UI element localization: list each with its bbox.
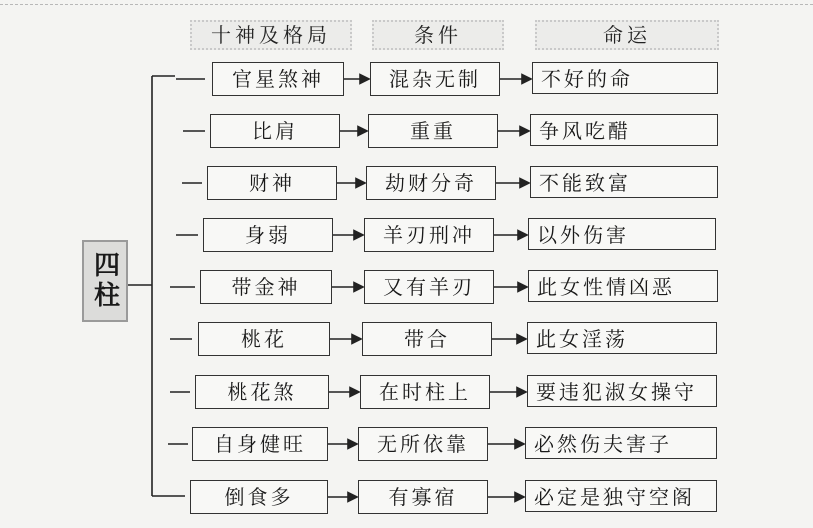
arrow-to-fate-head — [515, 440, 524, 449]
condition-box: 带合 — [362, 322, 492, 356]
condition-box: 在时柱上 — [360, 375, 490, 409]
ten-god-box: 桃花 — [198, 322, 330, 356]
header-fate: 命运 — [535, 20, 719, 50]
fate-box: 此女性情凶恶 — [528, 270, 718, 302]
arrow-to-condition-head — [352, 335, 361, 344]
fate-box: 要违犯淑女操守 — [527, 375, 717, 407]
header-ten-gods: 十神及格局 — [190, 20, 352, 50]
ten-god-box: 倒食多 — [190, 480, 328, 514]
arrow-to-condition-head — [348, 440, 357, 449]
condition-box: 重重 — [368, 114, 498, 148]
arrow-to-condition-head — [356, 179, 365, 188]
four-pillars-root: 四柱 — [82, 240, 128, 322]
arrow-to-fate-head — [518, 283, 527, 292]
fate-box: 此女淫荡 — [527, 322, 717, 354]
arrow-to-condition-head — [358, 127, 367, 136]
fate-box: 必定是独守空阁 — [525, 480, 717, 512]
arrow-to-fate-head — [522, 75, 531, 84]
ten-god-box: 带金神 — [200, 270, 332, 304]
ten-god-box: 比肩 — [210, 114, 340, 148]
ten-god-box: 自身健旺 — [192, 427, 328, 461]
ten-god-box: 身弱 — [203, 218, 333, 252]
arrow-to-fate-head — [520, 179, 529, 188]
arrow-to-fate-head — [517, 388, 526, 397]
fate-box: 不能致富 — [530, 166, 718, 198]
condition-box: 混杂无制 — [370, 62, 500, 96]
arrow-to-condition-head — [348, 493, 357, 502]
arrow-to-fate-head — [518, 231, 527, 240]
condition-box: 又有羊刃 — [364, 270, 494, 304]
arrow-to-condition-head — [360, 75, 369, 84]
fate-box: 必然伤夫害子 — [525, 427, 717, 459]
arrow-to-condition-head — [354, 283, 363, 292]
condition-box: 劫财分奇 — [366, 166, 496, 200]
ten-god-box: 桃花煞 — [195, 375, 329, 409]
ten-god-box: 官星煞神 — [212, 62, 344, 96]
fate-box: 以外伤害 — [528, 218, 716, 250]
header-condition: 条件 — [372, 20, 504, 50]
arrow-to-fate-head — [517, 335, 526, 344]
arrow-to-fate-head — [520, 127, 529, 136]
fate-box: 不好的命 — [532, 62, 718, 94]
arrow-to-condition-head — [354, 231, 363, 240]
condition-box: 有寡宿 — [358, 480, 488, 514]
fate-box: 争风吃醋 — [530, 114, 718, 146]
arrow-to-fate-head — [515, 493, 524, 502]
condition-box: 无所依靠 — [358, 427, 488, 461]
condition-box: 羊刃刑冲 — [364, 218, 494, 252]
arrow-to-condition-head — [350, 388, 359, 397]
ten-god-box: 财神 — [207, 166, 337, 200]
